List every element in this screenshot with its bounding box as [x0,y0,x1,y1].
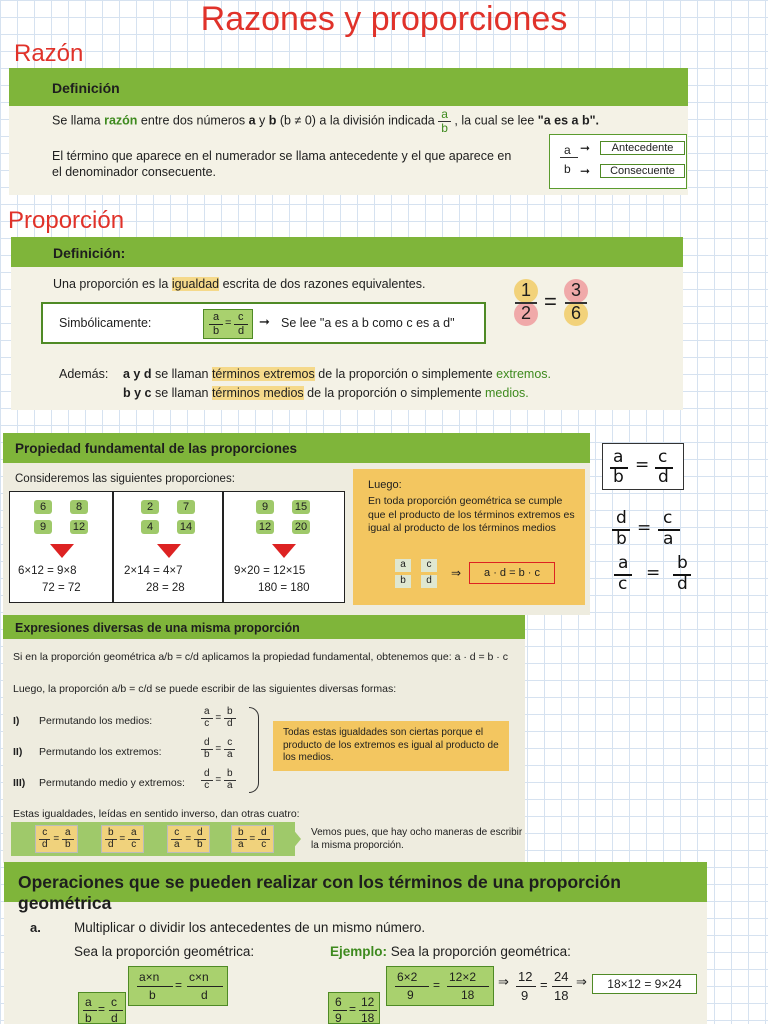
proportion-cell-3: 9 15 12 20 9×20 = 12×15 180 = 180 [223,491,345,603]
handwritten-note-box: a b = c d [602,443,684,490]
medios-line: b y c se llaman términos medios de la proporción o simplemente medios. [123,386,529,400]
operaciones-title: Operaciones que se pueden realizar con los términos de una proporción geométrica [4,862,707,902]
razon-card-title: Definición [9,68,688,106]
section-heading-proporcion: Proporción [8,207,125,234]
arrow-right-icon: ➞ [259,314,270,329]
implies-arrow-icon: ⇒ [451,566,462,580]
general-multiplied-proportion: a×n b = c×n d [128,966,228,1006]
operaciones-card: Operaciones que se pueden realizar con los términos de una proporción geométrica a. Multiplicar o dividir los antecedentes de un mismo número. Sea la proporción geométrica: Ejemplo: Sea la proporción geométrica: a×n b = c×n d a b = c d 6×2 9 = 12×2 18 ⇒ 12 9 = 24 18 ⇒ 18×12 = 9×24 6 9 = 12 18 [4,862,707,1024]
down-arrow-icon [272,544,296,558]
down-arrow-icon [157,544,181,558]
proporcion-definition-card: Definición: Una proporción es la igualdad escrita de dos razones equivalentes. Simbólicamente: a b = c d ➞ Se lee "a es a b como c es a d" 1 2 = 3 6 Además: a y d se llaman términos extremos de la proporción o simplemente extremos. b y c se llaman términos medios de la proporción o simplemente medios. [11,237,683,410]
inverse-chip-2: $\frac{b}{d}$ = $\frac{a}{c}$ [101,825,144,853]
permutation-fraction-3: $\frac{d}{c}$ = $\frac{b}{a}$ [201,769,236,791]
razon-definition-card [9,68,688,195]
propiedad-fundamental-title: Propiedad fundamental de las proporciones [3,433,590,463]
fundamental-result: a · d = b · c [469,562,555,584]
brace [249,707,259,793]
example-proportion: 1 2 = 3 6 [511,277,601,327]
proporcion-card-title: Definición: [11,237,683,267]
example-multiplied-proportion: 6×2 9 = 12×2 18 [386,966,494,1006]
example-check: 18×12 = 9×24 [592,974,697,994]
cross-multiplication: 9 15 12 20 [254,498,314,538]
implies-arrow-icon: ⇒ [576,974,587,989]
permutation-fraction-2: $\frac{d}{b}$ = $\frac{c}{a}$ [201,738,236,760]
inverse-chip-4: $\frac{b}{a}$ = $\frac{d}{c}$ [231,825,274,853]
luego-box: Luego: En toda proporción geométrica se cumple que el producto de los términos extremos es igual al producto de los términos medios a c b d ⇒ a · d = b · c [353,469,585,605]
page-title: Razones y proporciones [200,0,568,38]
simbolicamente-box: Simbólicamente: a b = c d ➞ Se lee "a es a b como c es a d" [41,302,486,344]
antecedente-consecuente-box: a b ➞ ➞ Antecedente Consecuente [549,134,687,189]
antecedente-label: Antecedente [600,141,685,155]
arrow-right-icon: ➞ [580,141,591,155]
extremos-line: a y d se llaman términos extremos de la proporción o simplemente extremos. [123,367,552,381]
section-heading-razon: Razón [14,40,84,67]
cross-multiplication: a c b d [393,557,443,591]
propiedad-fundamental-card: Propiedad fundamental de las proporciones Consideremos las siguientes proporciones: 6 8 9 12 6×12 = 9×8 72 = 72 2 7 4 14 2×14 = 4×7 28 = 28 9 15 12 20 9×20 = 12×15 180 = 180 Luego: En toda proporción geométrica se cumple que el producto de los términos extremos es igual al producto de los términos medios a c b d ⇒ a · d = b · c [3,433,590,615]
example-proportion: 6 9 = 12 18 [328,992,380,1024]
note-box: Todas estas igualdades son ciertas porque el producto de los extremos es igual al producto de los medios. [273,721,509,771]
fraction-a-b: $\frac{a}{b}$ [438,108,451,134]
arrow-right-icon [287,822,301,856]
example-result-fractions: 12 9 = 24 18 [516,966,580,1006]
handwritten-note-3: a c = b d [614,553,694,598]
razon-antecedente-text: El término que aparece en el numerador se llama antecedente y el que aparece en el denominador consecuente. [52,149,512,180]
cross-multiplication: 2 7 4 14 [139,498,199,538]
handwritten-note-2: d b = c a [612,508,687,553]
inverse-chip-3: $\frac{c}{a}$ = $\frac{d}{b}$ [167,825,210,853]
permutation-fraction-1: $\frac{a}{c}$ = $\frac{b}{d}$ [201,707,236,729]
implies-arrow-icon: ⇒ [498,974,509,989]
cross-multiplication: 6 8 9 12 [32,498,92,538]
proporcion-definition-text: Una proporción es la igualdad escrita de dos razones equivalentes. [53,277,426,291]
proportion-a-b-c-d: a b = c d [203,309,253,339]
consecuente-label: Consecuente [600,164,685,178]
proportion-cell-2: 2 7 4 14 2×14 = 4×7 28 = 28 [113,491,223,603]
expresiones-diversas-title: Expresiones diversas de una misma proporción [3,615,525,639]
general-proportion: a b = c d [78,992,126,1024]
proportion-cell-1: 6 8 9 12 6×12 = 9×8 72 = 72 [9,491,113,603]
inverse-chip-1: $\frac{c}{d}$ = $\frac{a}{b}$ [35,825,78,853]
down-arrow-icon [50,544,74,558]
arrow-right-icon: ➞ [580,164,591,178]
expresiones-diversas-card: Expresiones diversas de una misma proporción Si en la proporción geométrica a/b = c/d aplicamos la propiedad fundamental, obtenemos que: a · d = b · c Luego, la proporción a/b = c/d se puede escribir de las siguientes diversas formas: I) Permutando los medios: $\frac{a}{c}$ = $\frac{b}{d}$ II) Permutando los extremos: $\frac{d}{b}$ = $\frac{c}{a}$ III) Permutando medio y extremos: $\frac{d}{c}$ = $\frac{b}{a}$ Todas estas igualdades son ciertas porque el producto de los extremos es igual al producto de los medios. Estas igualdades, leídas en sentido inverso, dan otras cuatro: $\frac{c}{d}$ = $\frac{a}{b}$ $\frac{b}{d}$ = $\frac{a}{c}$ $\frac{c}{a}$ = $\frac{d}{b}$ $\frac{b}{a}$ = $\frac{d}{c}$ Vemos pues, que hay ocho maneras de escribir la misma proporción. [3,615,525,863]
razon-definition-text: Se llama razón entre dos números a y b (b ≠ 0) a la división indicada $\frac{a}{b}$ , la cual se lee "a es a b". [52,107,599,135]
